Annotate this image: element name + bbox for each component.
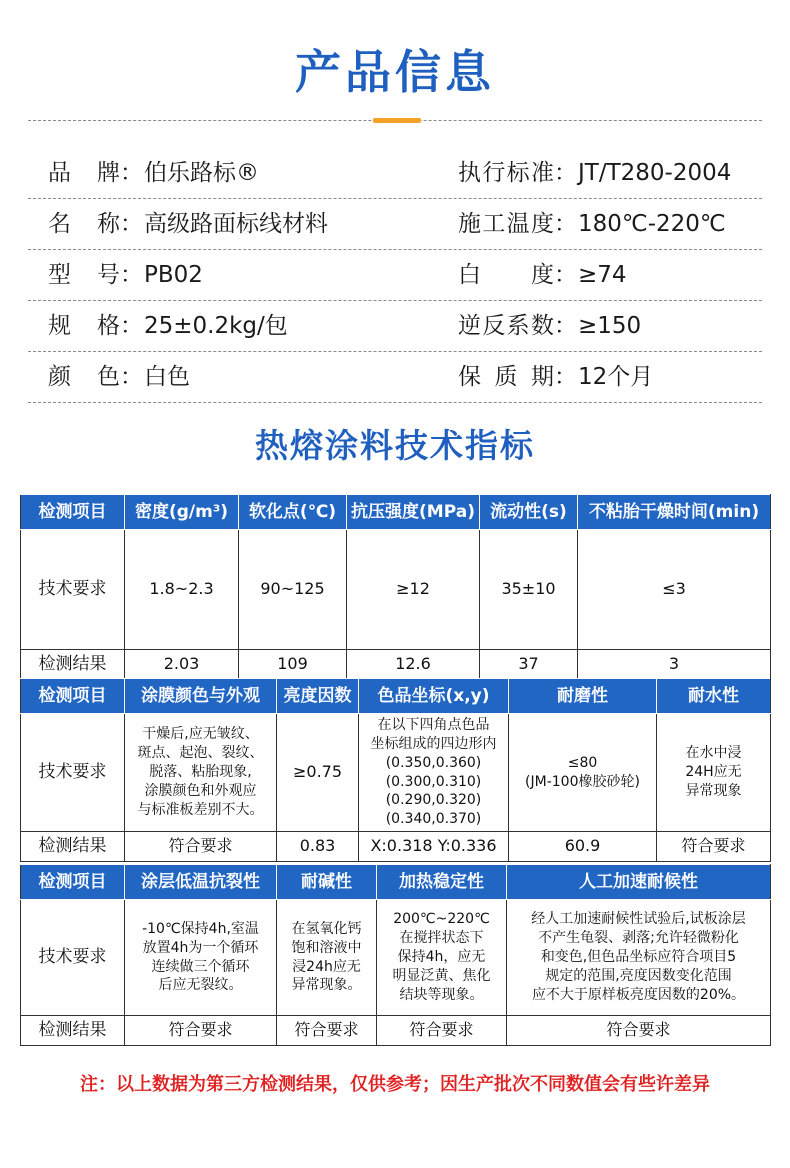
info-label: 名称 <box>48 211 120 237</box>
info-field <box>458 301 641 351</box>
info-colon: ： <box>120 364 143 390</box>
requirement-cell <box>509 714 657 832</box>
cell-line: (0.290,0.320) <box>385 792 482 809</box>
info-value: ≥74 <box>578 262 627 288</box>
requirement-cell <box>277 714 359 832</box>
info-field <box>48 199 328 249</box>
info-field <box>458 148 731 198</box>
result-label: 检测结果 <box>21 1016 125 1046</box>
result-cell: 符合要求 <box>125 1016 277 1046</box>
info-colon: ： <box>554 262 577 288</box>
result-cell: 109 <box>239 650 347 680</box>
result-cell: 60.9 <box>509 832 657 862</box>
requirement-row <box>21 900 771 1016</box>
header-cell: 色品坐标(x,y) <box>359 679 509 714</box>
info-colon: ： <box>554 211 577 237</box>
cell-line: 明显泛黄、焦化 <box>392 967 491 984</box>
header-cell: 抗压强度(MPa) <box>347 495 480 530</box>
requirement-cell <box>125 714 277 832</box>
requirement-label: 技术要求 <box>21 900 125 1016</box>
cell-line: 坐标组成的四边形内 <box>370 735 497 752</box>
header-cell: 亮度因数 <box>277 679 359 714</box>
table-header-row <box>21 495 771 530</box>
info-field <box>458 199 726 249</box>
cell-line: 异常现象。 <box>291 977 362 994</box>
cell-line: 干燥后,应无皱纹、 <box>142 726 259 743</box>
info-field <box>458 250 627 300</box>
info-row <box>28 148 762 199</box>
result-label: 检测结果 <box>21 650 125 680</box>
result-cell: 符合要求 <box>277 1016 377 1046</box>
result-cell: 3 <box>578 650 771 680</box>
disclaimer-note: 注：以上数据为第三方检测结果，仅供参考；因生产批次不同数值会有些许差异 <box>80 1074 710 1095</box>
cell-line: ≤80 <box>567 754 598 771</box>
requirement-cell <box>359 714 509 832</box>
info-label: 规格 <box>48 313 120 339</box>
info-value: 白色 <box>144 364 190 390</box>
requirement-label: 技术要求 <box>21 530 125 650</box>
info-value: PB02 <box>144 262 203 288</box>
requirement-row <box>21 530 771 650</box>
info-field <box>48 352 190 402</box>
requirement-label: 技术要求 <box>21 714 125 832</box>
cell-line: 与标准板差别不大。 <box>137 801 264 818</box>
info-colon: ： <box>554 160 577 186</box>
header-cell: 密度(g/m³) <box>125 495 239 530</box>
result-cell: 符合要求 <box>507 1016 771 1046</box>
info-label: 型号 <box>48 262 120 288</box>
cell-line: -10℃保持4h,室温 <box>142 920 259 937</box>
cell-line: 规定的范围,亮度因数变化范围 <box>545 967 732 984</box>
header-cell: 流动性(s) <box>480 495 578 530</box>
info-label: 施工温度 <box>458 211 554 237</box>
cell-line: 放置4h为一个循环 <box>142 939 259 956</box>
cell-line: (0.300,0.310) <box>385 773 482 790</box>
result-cell: 2.03 <box>125 650 239 680</box>
spec-table-2 <box>20 678 771 862</box>
cell-line: 异常现象 <box>685 782 742 799</box>
spec-table-3 <box>20 864 771 1046</box>
cell-line: 保持4h，应无 <box>397 949 486 966</box>
header-cell: 耐磨性 <box>509 679 657 714</box>
info-colon: ： <box>120 211 143 237</box>
info-colon: ： <box>120 313 143 339</box>
result-row <box>21 832 771 862</box>
info-label: 颜色 <box>48 364 120 390</box>
cell-line: 不产生龟裂、剥落;允许轻微粉化 <box>538 930 739 947</box>
result-cell: 37 <box>480 650 578 680</box>
result-cell: 12.6 <box>347 650 480 680</box>
info-value: 12个月 <box>578 364 654 390</box>
header-cell: 涂膜颜色与外观 <box>125 679 277 714</box>
requirement-cell: 90~125 <box>239 530 347 650</box>
spec-table-1 <box>20 494 771 680</box>
result-row <box>21 650 771 680</box>
requirement-cell <box>377 900 507 1016</box>
info-label: 保质期 <box>458 364 554 390</box>
cell-line: 斑点、起泡、裂纹、 <box>137 745 264 762</box>
cell-line: ≥0.75 <box>292 762 343 782</box>
cell-line: 经人工加速耐候性试验后,试板涂层 <box>531 911 746 928</box>
info-colon: ： <box>120 160 143 186</box>
header-item-label: 检测项目 <box>21 495 125 530</box>
header-item-label: 检测项目 <box>21 865 125 900</box>
requirement-cell <box>657 714 771 832</box>
result-cell: 符合要求 <box>377 1016 507 1046</box>
section-title: 热熔涂料技术指标 <box>255 426 535 465</box>
cell-line: (0.340,0.370) <box>385 811 482 828</box>
requirement-cell: ≥12 <box>347 530 480 650</box>
cell-line: 涂膜颜色和外观应 <box>144 782 257 799</box>
cell-line: 后应无裂纹。 <box>158 977 243 994</box>
info-colon: ： <box>554 364 577 390</box>
header-cell: 加热稳定性 <box>377 865 507 900</box>
info-label: 逆反系数 <box>458 313 554 339</box>
info-value: 伯乐路标® <box>144 160 259 186</box>
requirement-cell: 35±10 <box>480 530 578 650</box>
cell-line: 在水中浸 <box>685 745 742 762</box>
info-colon: ： <box>120 262 143 288</box>
info-value: 25±0.2kg/包 <box>144 313 288 339</box>
info-value: JT/T280-2004 <box>578 160 732 186</box>
cell-line: 在搅拌状态下 <box>399 930 484 947</box>
info-value: 180℃-220℃ <box>578 211 726 237</box>
info-label: 执行标准 <box>458 160 554 186</box>
header-cell: 涂层低温抗裂性 <box>125 865 277 900</box>
result-cell: 0.83 <box>277 832 359 862</box>
cell-line: 饱和溶液中 <box>291 939 362 956</box>
info-label: 白度 <box>458 262 554 288</box>
header-item-label: 检测项目 <box>21 679 125 714</box>
cell-line: 在以下四角点色品 <box>377 716 490 733</box>
cell-line: 浸24h应无 <box>292 958 361 975</box>
cell-line: 和变色,但色品坐标应符合项目5 <box>540 949 737 966</box>
cell-line: 24H应无 <box>685 764 742 781</box>
requirement-row <box>21 714 771 832</box>
requirement-cell <box>507 900 771 1016</box>
page-title: 产品信息 <box>295 45 495 99</box>
cell-line: 200℃~220℃ <box>393 911 490 928</box>
info-field <box>48 301 288 351</box>
result-label: 检测结果 <box>21 832 125 862</box>
cell-line: 结块等现象。 <box>399 986 484 1003</box>
cell-line: 连续做三个循环 <box>151 958 250 975</box>
info-colon: ： <box>554 313 577 339</box>
cell-line: 应不大于原样板亮度因数的20%。 <box>531 986 746 1003</box>
header-cell: 不粘胎干燥时间(min) <box>578 495 771 530</box>
result-cell: 符合要求 <box>657 832 771 862</box>
info-row <box>28 301 762 352</box>
header-cell: 软化点(℃) <box>239 495 347 530</box>
info-value: ≥150 <box>578 313 642 339</box>
info-field <box>48 250 203 300</box>
cell-line: (JM-100橡胶砂轮) <box>525 773 640 790</box>
info-row <box>28 199 762 250</box>
info-row <box>28 250 762 301</box>
header-cell: 人工加速耐候性 <box>507 865 771 900</box>
table-header-row <box>21 679 771 714</box>
result-cell: 符合要求 <box>125 832 277 862</box>
result-cell: X:0.318 Y:0.336 <box>359 832 509 862</box>
cell-line: 在氢氧化钙 <box>291 920 362 937</box>
requirement-cell <box>277 900 377 1016</box>
cell-line: (0.350,0.360) <box>385 754 482 771</box>
cell-line: 脱落、粘胎现象, <box>149 764 252 781</box>
info-row <box>28 352 762 403</box>
requirement-cell: ≤3 <box>578 530 771 650</box>
info-field <box>458 352 653 402</box>
header-cell: 耐碱性 <box>277 865 377 900</box>
info-field <box>48 148 259 198</box>
requirement-cell: 1.8~2.3 <box>125 530 239 650</box>
table-header-row <box>21 865 771 900</box>
title-accent-bar <box>373 118 421 123</box>
requirement-cell <box>125 900 277 1016</box>
header-cell: 耐水性 <box>657 679 771 714</box>
info-value: 高级路面标线材料 <box>144 211 328 237</box>
info-label: 品牌 <box>48 160 120 186</box>
result-row <box>21 1016 771 1046</box>
